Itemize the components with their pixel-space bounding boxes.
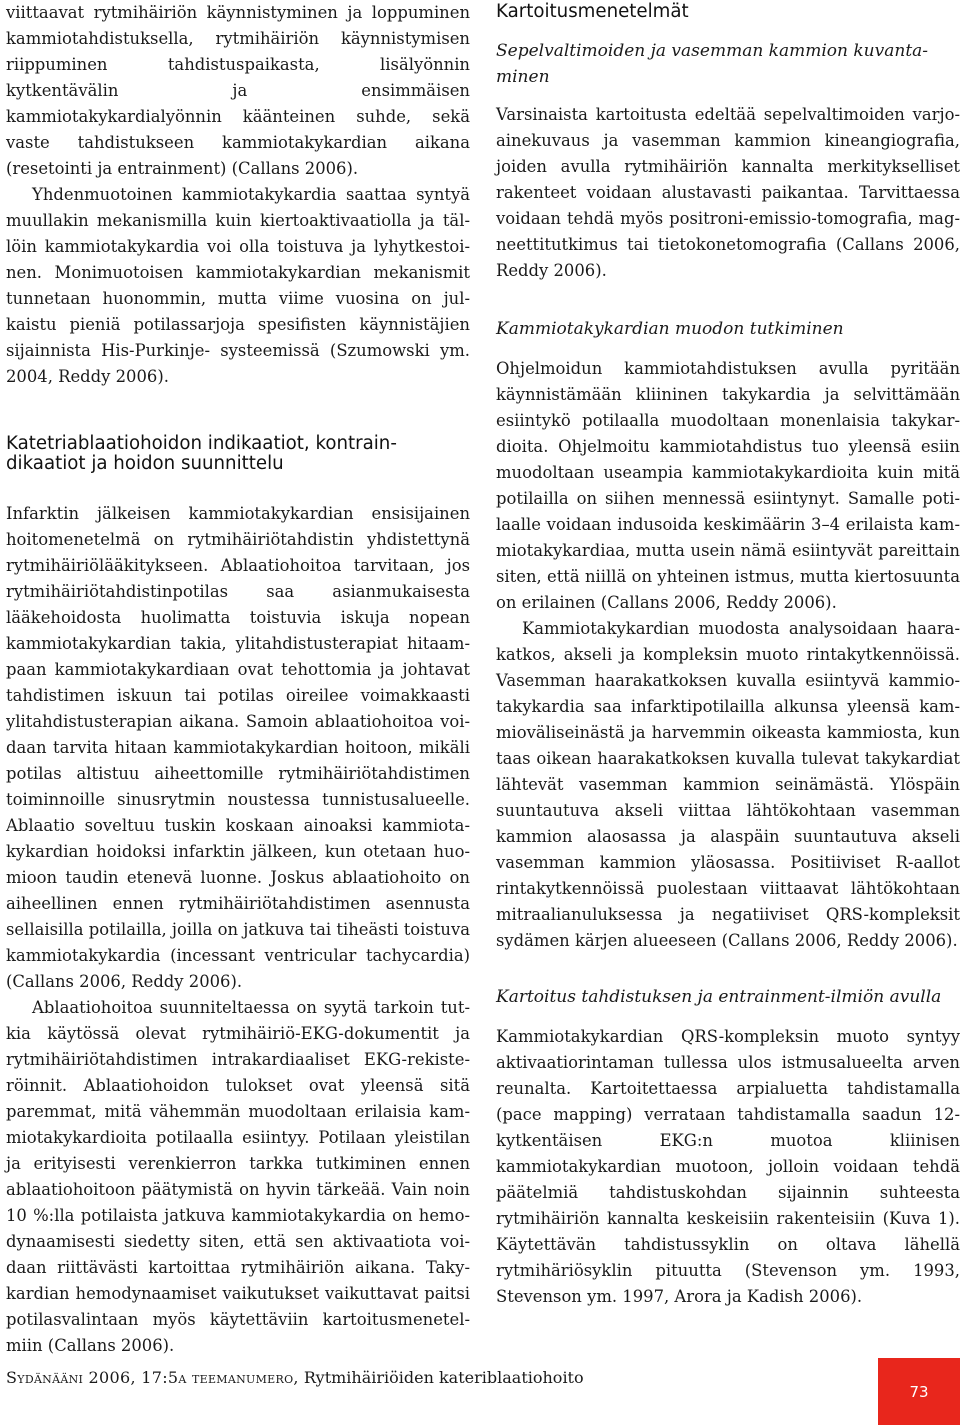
- journal-name: Sydänääni 2006, 17:5a teemanumero,: [6, 1368, 299, 1387]
- body-paragraph: viittaavat rytmihäiriön käynnistyminen ja loppuminen kammiotahdistuksella, rytmihäiriön käynnistymisen riippuminen tahdistuspaikasta, lisälyönnin kytkentävälin ja ensimmäisen kammiotakykardialyönnin käänteinen suhde, sekä vaste tahdistukseen kammiotakykardian aikana (resetointi ja entrainment) (Callans 2006).: [6, 3, 470, 178]
- subsection-heading: Kammiotakykardian muodon tutkiminen: [496, 319, 844, 339]
- body-paragraph: Varsinaista kartoitusta edeltää sepelvaltimoiden varjoainekuvaus ja vasemman kammion kineangiografia, joiden avulla rytmihäiriön kannalta merkitykselliset rakenteet voidaan alustavasti paikantaa. Tarvittaessa voidaan tehdä myös positroni-emissio-tomografia, magneettitutkimus tai tietokonetomografia (Callans 2006, Reddy 2006).: [496, 105, 960, 280]
- subsection-heading: Sepelvaltimoiden ja vasemman kammion kuvantaminen: [496, 41, 929, 87]
- page-number: 73: [909, 1382, 929, 1401]
- subsection-heading: Kartoitus tahdistuksen ja entrainment-ilmiön avulla: [496, 987, 942, 1007]
- body-paragraph: Ohjelmoidun kammiotahdistuksen avulla pyritään käynnistämään kliininen takykardia ja selvittämään esiintykö potilaalla muodoltaan monenlaisia takykardioita. Ohjelmoitu kammiotahdistus tuo yleensä esiin muodoltaan useampia kammiotakykardioita kuin mitä potilailla on siihen mennessä esiintynyt. Samalle potilaalle voidaan indusoida keskimäärin 3–4 erilaista kammiotakykardiaa, mutta usein nämä esiintyvät pareittain siten, että niillä on yhteinen istmus, mutta kiertosuunta on erilainen (Callans 2006, Reddy 2006).: [496, 359, 960, 612]
- left-column: [6, 0, 470, 1359]
- section-heading: Katetriablaatiohoidon indikaatiot, kontraindikaatiot ja hoidon suunnittelu: [6, 433, 397, 474]
- right-column: [496, 0, 960, 1310]
- section-heading: Kartoitusmenetelmät: [496, 1, 689, 22]
- running-footer: [6, 1367, 584, 1389]
- body-paragraph: Kammiotakykardian QRS-kompleksin muoto syntyy aktivaatiorintaman tullessa ulos istmusalueelta arven reunalta. Kartoitettaessa arpialuetta tahdistamalla (pace mapping) verrataan tahdistamalla saadun 12-kytkentäisen EKG:n muotoa kliinisen kammiotakykardian muotoon, jolloin voidaan tehdä päätelmiä tahdistuskohdan sijainnin suhteesta rytmihäiriön kannalta keskeisiin rakenteisiin (Kuva 1). Käytettävän tahdistussyklin on oltava lähellä rytmihäriösyklin pituutta (Stevenson ym. 1993, Stevenson ym. 1997, Arora ja Kadish 2006).: [496, 1027, 960, 1306]
- body-paragraph: Infarktin jälkeisen kammiotakykardian ensisijainen hoitomenetelmä on rytmihäiriötahdistin yhdistettynä rytmihäiriölääkitykseen. Ablaatiohoitoa tarvitaan, jos rytmihäiriötahdistinpotilas saa asianmukaisesta lääkehoidosta huolimatta toistuvia iskuja nopean kammiotakykardian takia, ylitahdistusterapiat hitaampaan kammiotakykardiaan ovat tehottomia ja johtavat tahdistimen iskuun tai potilas oireilee voimakkaasti ylitahdistusterapian aikana. Samoin ablaatiohoitoa voidaan tarvita hitaan kammiotakykardian hoitoon, mikäli potilas altistuu aiheettomille rytmihäiriötahdistimen toiminnoille sinusrytmin noustessa tunnistusalueelle. Ablaatio soveltuu tuskin koskaan ainoaksi kammiotakykardian hoidoksi infarktin jälkeen, kun otetaan huomioon taudin etenevä luonne. Joskus ablaatiohoito on aiheellinen ennen rytmihäiriötahdistimen asennusta sellaisilla potilailla, joilla on jatkuva tai tiheästi toistuva kammiotakykardia (incessant ventricular tachycardia) (Callans 2006, Reddy 2006).: [6, 504, 470, 991]
- body-paragraph: Ablaatiohoitoa suunniteltaessa on syytä tarkoin tutkia käytössä olevat rytmihäiriö-EKG-dokumentit ja rytmihäiriötahdistimen intrakardiaaliset EKG-rekisteröinnit. Ablaatiohoidon tulokset ovat yleensä sitä paremmat, mitä vähemmän muodoltaan erilaisia kammiotakykardioita potilaalla esiintyy. Potilaan yleistilan ja erityisesti verenkierron tarkka tutkiminen ennen ablaatiohoitoon päätymistä on hyvin tärkeää. Vain noin 10 %:lla potilaista jatkuva kammiotakykardia on hemodynaamisesti siedetty siten, että sen aktivaatiota voidaan riittävästi kartoittaa rytmihäiriön aikana. Takykardian hemodynaamiset vaikutukset vaikuttavat paitsi potilasvalintaan myös käytettäviin kartoitusmenetelmiin (Callans 2006).: [6, 998, 470, 1355]
- body-paragraph: Kammiotakykardian muodosta analysoidaan haarakatkos, akseli ja kompleksin muoto rintakytkennöissä. Vasemman haarakatkoksen kuvalla esiintyvä kammiotakykardia saa infarktipotilailla alkunsa yleensä kammioväliseinästä ja harvemmin oikeasta kammiosta, kun taas oikean haarakatkoksen kuvalla tulevat takykardiat lähtevät vasemman kammion seinämästä. Ylöspäin suuntautuva akseli viittaa lähtökohtaan vasemman kammion alaosassa ja alaspäin suuntautuva akseli vasemman kammion yläosassa. Positiiviset R-aallot rintakytkennöissä puolestaan viittaavat lähtökohtaan mitraalianuluksessa ja negatiiviset QRS-kompleksit sydämen kärjen alueeseen (Callans 2006, Reddy 2006).: [496, 619, 960, 950]
- body-paragraph: Yhdenmuotoinen kammiotakykardia saattaa syntyä muullakin mekanismilla kuin kiertoaktivaatiolla ja tällöin kammiotakykardia voi olla toistuva ja lyhytkestoinen. Monimuotoisen kammiotakykardian mekanismit tunnetaan huonommin, mutta viime vuosina on julkaistu pieniä potilassarjoja spesifisten käynnistäjien sijainnista His-Purkinje- systeemissä (Szumowski ym. 2004, Reddy 2006).: [6, 185, 470, 386]
- page-number-box: [878, 1358, 960, 1425]
- issue-title: Rytmihäiriöiden kateriblaatiohoito: [298, 1368, 584, 1387]
